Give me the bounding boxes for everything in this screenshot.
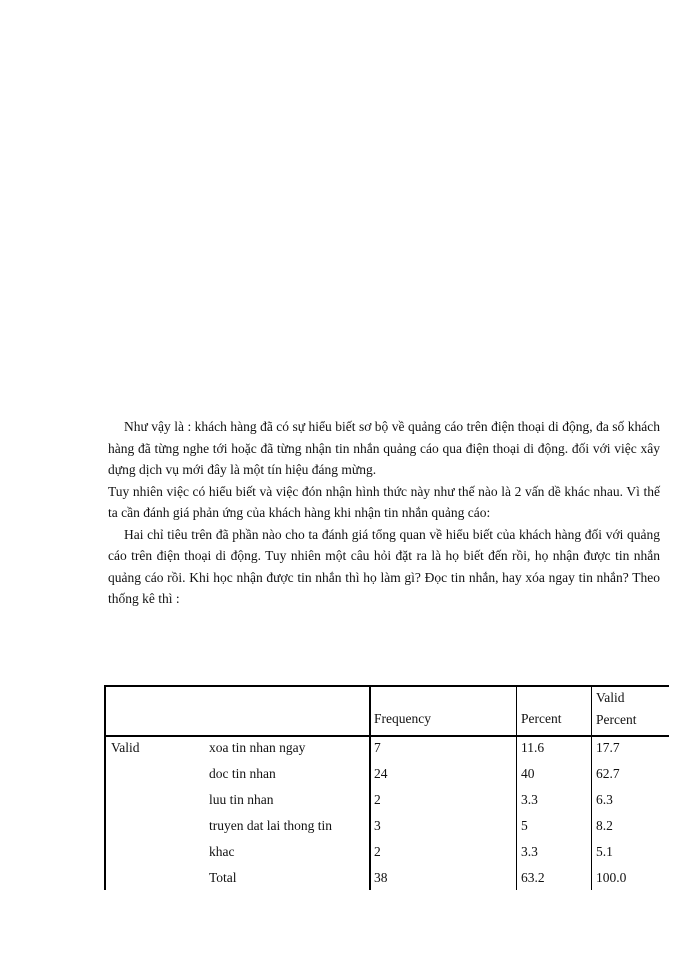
row-label: doc tin nhan: [209, 766, 276, 781]
row-frequency: 3: [374, 818, 381, 833]
header-frequency: Frequency: [374, 711, 431, 726]
row-frequency: 24: [374, 766, 388, 781]
row-frequency: 2: [374, 844, 381, 859]
row-percent: 3.3: [521, 792, 538, 807]
row-valid-percent: 8.2: [596, 818, 613, 833]
row-label: Total: [209, 870, 237, 885]
row-percent: 11.6: [521, 740, 545, 755]
header-percent: Percent: [521, 711, 562, 726]
header-bottom-border: [104, 735, 669, 737]
paragraph-1: Như vậy là : khách hàng đã có sự hiểu biết sơ bộ về quảng cáo trên điện thoại di động, đa số khách hàng đã từng nghe tới hoặc đã từng nhận tin nhắn quảng cáo qua điện thoại di động. đối với việc xây dựng dịch vụ mới đây là một tín hiệu đáng mừng.: [108, 419, 660, 477]
row-label: xoa tin nhan ngay: [209, 740, 306, 755]
row-valid-percent: 62.7: [596, 766, 620, 781]
row-frequency: 38: [374, 870, 388, 885]
table-top-border: [104, 685, 669, 687]
row-valid-percent: 5.1: [596, 844, 613, 859]
body-text: [108, 416, 660, 610]
row-percent: 40: [521, 766, 535, 781]
table-left-border: [104, 685, 106, 890]
row-valid-percent: 6.3: [596, 792, 613, 807]
row-valid-percent: 100.0: [596, 870, 627, 885]
column-divider-valid-percent: [591, 685, 592, 890]
row-percent: 5: [521, 818, 528, 833]
row-percent: 63.2: [521, 870, 545, 885]
row-label: luu tin nhan: [209, 792, 274, 807]
header-valid-percent-line2: Percent: [596, 712, 637, 727]
row-label: truyen dat lai thong tin: [209, 818, 332, 833]
header-valid-percent-line1: Valid: [596, 690, 625, 705]
row-frequency: 2: [374, 792, 381, 807]
paragraph-2: Tuy nhiên việc có hiểu biết và việc đón nhận hình thức này như thế nào là 2 vấn dề khác nhau. Vì thế ta cần đánh giá phản ứng của khách hàng khi nhận tin nhắn quảng cáo:: [108, 483, 660, 520]
row-label: khac: [209, 844, 235, 859]
frequency-table: [104, 685, 669, 890]
column-divider-frequency: [369, 685, 371, 890]
row-frequency: 7: [374, 740, 381, 755]
paragraph-3: Hai chỉ tiêu trên đã phần nào cho ta đánh giá tổng quan về hiểu biết của khách hàng đối với quảng cáo trên điện thoại di động. Tuy nhiên một câu hỏi đặt ra là họ biết đến rồi, họ nhận được tin nhắn quảng cáo rồi. Khi học nhận được tin nhắn thì họ làm gì? Đọc tin nhắn, hay xóa ngay tin nhắn? Theo thống kê thì :: [108, 526, 660, 606]
row-valid-percent: 17.7: [596, 740, 620, 755]
column-divider-percent: [516, 685, 517, 890]
group-label: Valid: [111, 740, 140, 755]
row-percent: 3.3: [521, 844, 538, 859]
